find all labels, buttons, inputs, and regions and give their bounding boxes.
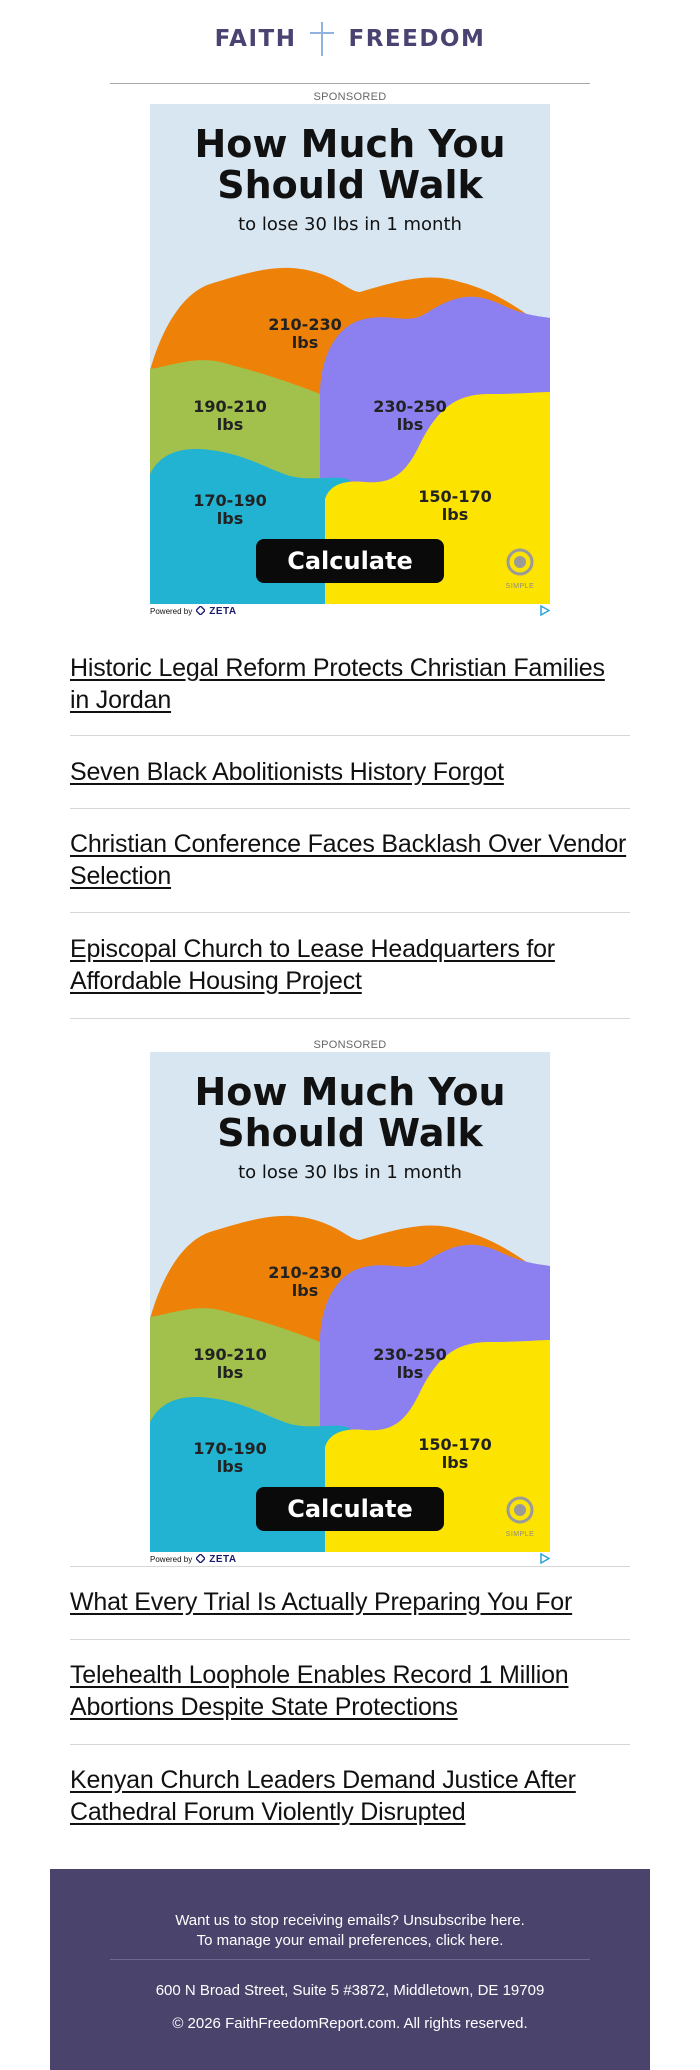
footer-address: 600 N Broad Street, Suite 5 #3872, Middletown, DE 19709 <box>155 1982 545 1999</box>
ad-weight-label: 170-190 lbs <box>193 1439 267 1476</box>
adchoices-play-icon[interactable] <box>540 1553 550 1566</box>
sponsored-label: SPONSORED <box>313 1039 387 1051</box>
sponsored-label: SPONSORED <box>313 91 387 103</box>
zeta-brand: ZETA <box>209 1553 237 1565</box>
ad-badge-text: SIMPLE <box>505 583 535 590</box>
article-item[interactable] <box>70 1659 630 1723</box>
ad-subtitle: to lose 30 lbs in 1 month <box>238 1162 462 1183</box>
cross-icon <box>310 22 334 56</box>
ad-weight-label: 210-230 lbs <box>268 1263 342 1300</box>
article-link[interactable]: Kenyan Church Leaders Demand Justice After Cathedral Forum Violently Disrupted <box>70 1766 576 1826</box>
article-divider <box>70 1018 630 1019</box>
adchoices-play-icon[interactable] <box>540 605 550 618</box>
ad-headline: How Much You Should Walk <box>194 1070 506 1155</box>
article-link[interactable]: Christian Conference Faces Backlash Over Vendor Selection <box>70 830 627 890</box>
ad-weight-label: 170-190 lbs <box>193 491 267 528</box>
ad-calculate-button[interactable]: Calculate <box>256 539 444 583</box>
ad-weight-label: 150-170 lbs <box>418 1435 492 1472</box>
brand-left: FAITH <box>214 26 297 52</box>
zeta-brand: ZETA <box>209 605 237 617</box>
article-divider <box>70 1744 630 1745</box>
zeta-logo-icon <box>196 1554 205 1565</box>
ad-weight-label: 190-210 lbs <box>193 397 267 434</box>
powered-by-bar <box>150 1552 550 1566</box>
unsubscribe-link[interactable]: Want us to stop receiving emails? Unsubscribe here. <box>175 1912 525 1929</box>
ad-weight-label: 230-250 lbs <box>373 1345 447 1382</box>
powered-by-text: Powered by <box>150 606 193 616</box>
ad-calculate-button[interactable]: Calculate <box>256 1487 444 1531</box>
article-item[interactable] <box>70 1586 630 1618</box>
ad-headline: How Much You Should Walk <box>194 122 506 207</box>
article-link[interactable]: Telehealth Loophole Enables Record 1 Million Abortions Despite State Protections <box>70 1661 569 1721</box>
ad-badge-text: SIMPLE <box>505 1531 535 1538</box>
header <box>0 0 700 78</box>
email-preferences-link[interactable]: To manage your email preferences, click here. <box>196 1932 504 1949</box>
zeta-logo-icon <box>196 606 205 617</box>
simple-logo-icon <box>504 548 536 590</box>
footer-divider <box>110 1959 590 1960</box>
article-link[interactable]: Seven Black Abolitionists History Forgot <box>70 758 504 786</box>
article-item[interactable] <box>70 1764 630 1828</box>
article-item[interactable] <box>70 756 630 788</box>
article-divider <box>70 1639 630 1640</box>
ad-banner[interactable] <box>150 1052 550 1552</box>
ad-banner[interactable] <box>150 104 550 604</box>
article-divider <box>70 808 630 809</box>
simple-logo-icon <box>504 1496 536 1538</box>
ad-weight-label: 230-250 lbs <box>373 397 447 434</box>
article-link[interactable]: Episcopal Church to Lease Headquarters for Affordable Housing Project <box>70 935 555 995</box>
article-divider <box>70 735 630 736</box>
article-item[interactable] <box>70 933 630 997</box>
footer <box>50 1869 650 2070</box>
ad-weight-label: 150-170 lbs <box>418 487 492 524</box>
brand-logo[interactable] <box>215 22 486 56</box>
article-link[interactable]: What Every Trial Is Actually Preparing You For <box>70 1588 573 1616</box>
article-link[interactable]: Historic Legal Reform Protects Christian Families in Jordan <box>70 654 605 714</box>
header-divider <box>110 83 590 84</box>
ad-weight-label: 210-230 lbs <box>268 315 342 352</box>
article-item[interactable] <box>70 828 630 892</box>
brand-right: FREEDOM <box>348 26 486 52</box>
ad-subtitle: to lose 30 lbs in 1 month <box>238 214 462 235</box>
footer-copyright: © 2026 FaithFreedomReport.com. All rights reserved. <box>172 2015 528 2032</box>
ad-weight-label: 190-210 lbs <box>193 1345 267 1382</box>
article-item[interactable] <box>70 652 630 716</box>
powered-by-text: Powered by <box>150 1554 193 1564</box>
article-divider <box>70 912 630 913</box>
article-divider <box>70 1566 630 1567</box>
powered-by-bar <box>150 604 550 618</box>
